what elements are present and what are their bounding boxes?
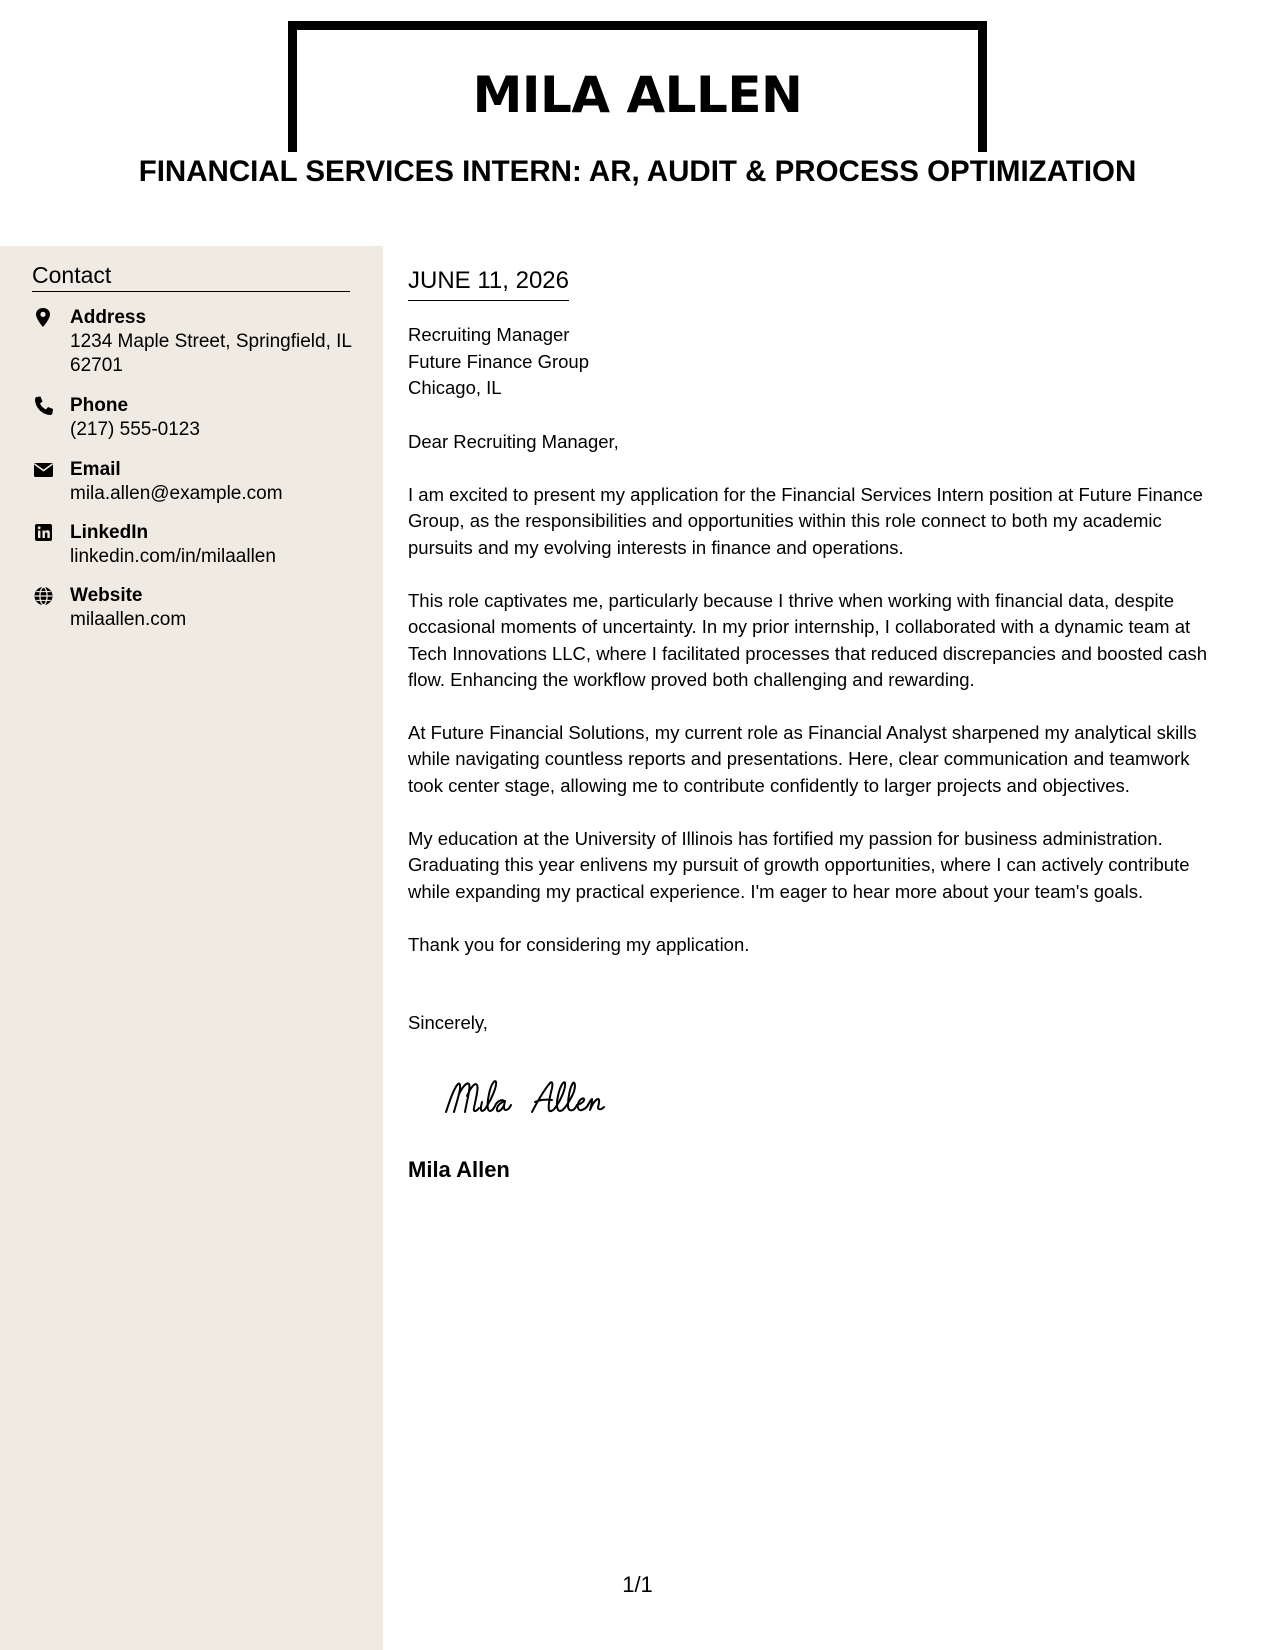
sender-name: Mila Allen — [408, 1157, 510, 1182]
salutation: Dear Recruiting Manager, — [408, 431, 619, 452]
body-paragraph: Thank you for considering my application. — [408, 934, 750, 955]
signature-image — [440, 1070, 640, 1130]
page-number: 1/1 — [622, 1572, 653, 1597]
linkedin-icon — [32, 522, 58, 544]
body-paragraph: My education at the University of Illinois has fortified my passion for business administration. Graduating this year enlivens my pursuit of growth opportunities, where I can actively contribute while expanding my practical experience. I'm eager to hear more about your team's goals. — [408, 828, 1190, 902]
applicant-name: MILA ALLEN — [472, 66, 803, 124]
map-pin-icon — [32, 307, 58, 329]
contact-value: 1234 Maple Street, Springfield, IL 62701 — [70, 331, 352, 376]
recipient-block — [408, 322, 589, 402]
recipient-line: Recruiting Manager — [408, 324, 570, 345]
recipient-line: Chicago, IL — [408, 377, 502, 398]
contact-label: Address — [70, 307, 147, 328]
contact-value: milaallen.com — [70, 609, 187, 630]
contact-value: linkedin.com/in/milaallen — [70, 546, 276, 567]
globe-icon — [32, 585, 58, 607]
contact-label: Website — [70, 585, 143, 606]
recipient-line: Future Finance Group — [408, 350, 589, 372]
body-paragraph: I am excited to present my application for the Financial Services Intern position at Future Finance Group, as the responsibilities and opportunities within this role connect to both my academic pursuits and my evolving interests in finance and operations. — [408, 484, 1203, 558]
body-paragraph: At Future Financial Solutions, my current role as Financial Analyst sharpened my analytical skills while navigating countless reports and presentations. Here, clear communication and teamwork took center stage, allowing me to contribute confidently to larger projects and objectives. — [408, 722, 1197, 796]
phone-icon — [32, 395, 58, 417]
contact-value: (217) 555-0123 — [70, 419, 200, 440]
contact-heading: Contact — [32, 260, 350, 292]
job-title: FINANCIAL SERVICES INTERN: AR, AUDIT & PROCESS OPTIMIZATION — [0, 152, 1275, 192]
contact-label: Phone — [70, 395, 129, 416]
sidebar — [0, 246, 383, 1650]
envelope-icon — [32, 459, 58, 481]
contact-label: LinkedIn — [70, 522, 149, 543]
closing: Sincerely, — [408, 1012, 488, 1033]
contact-value: mila.allen@example.com — [70, 483, 283, 504]
letter-date: JUNE 11, 2026 — [408, 264, 569, 301]
contact-label: Email — [70, 459, 121, 480]
body-paragraph: This role captivates me, particularly because I thrive when working with financial data, despite occasional moments of uncertainty. In my prior internship, I collaborated with a dynamic team at Tech Innovations LLC, where I facilitated processes that reduced discrepancies and boosted cash flow. Enhancing the workflow proved both challenging and rewarding. — [408, 590, 1208, 691]
